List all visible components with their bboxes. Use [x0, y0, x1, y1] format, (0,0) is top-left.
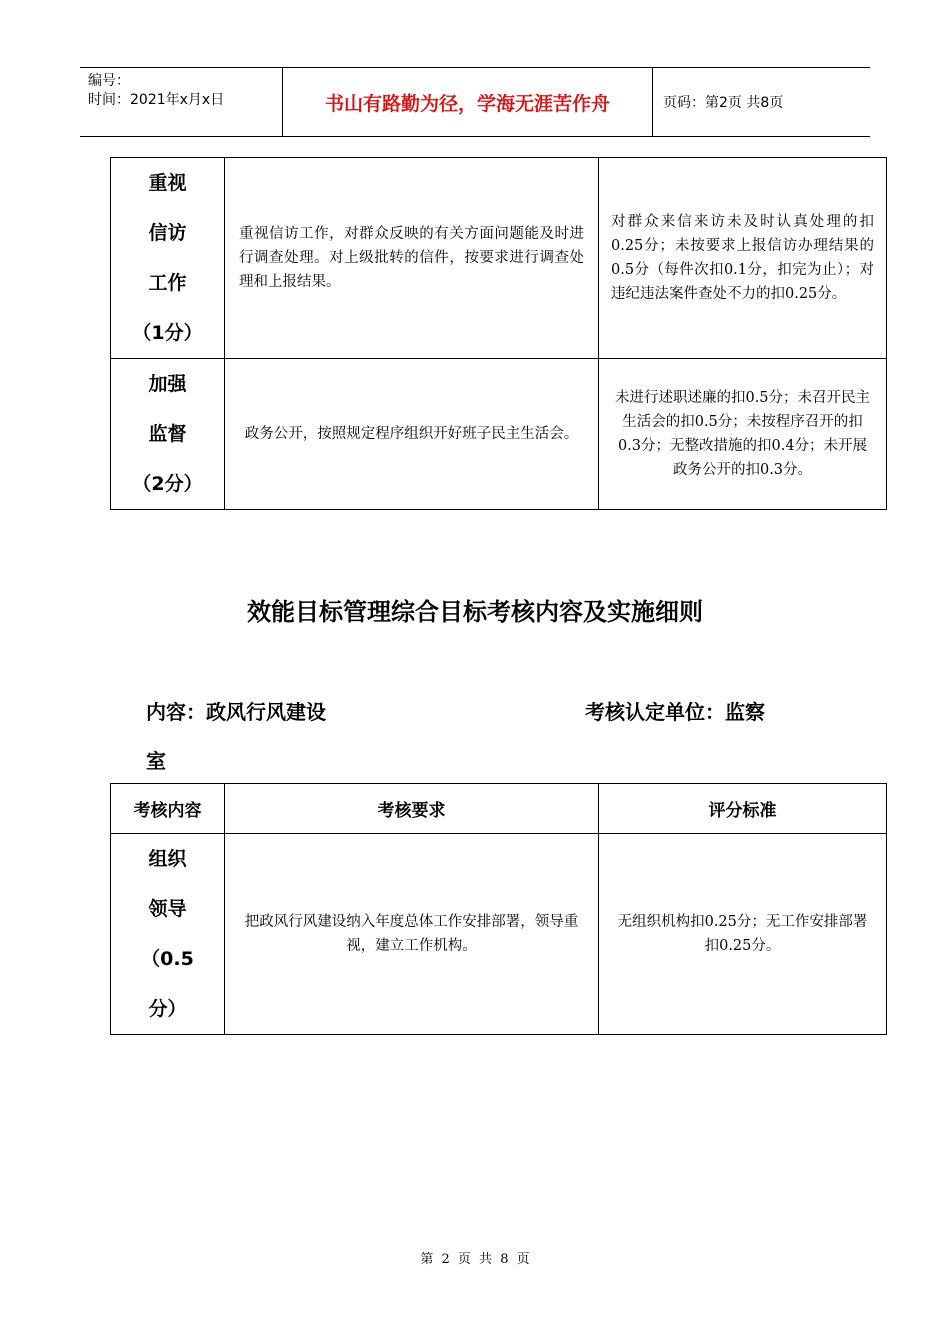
page-footer: 第 2 页 共 8 页: [420, 1252, 530, 1267]
assessment-table: [110, 783, 887, 1035]
table-row: [111, 834, 887, 1035]
item-cell: 组织 领导 （0.5 分）: [111, 834, 225, 1035]
table-header-row: [111, 784, 887, 834]
table-row: [111, 359, 887, 510]
header-page-number: 页码：第2页 共8页: [663, 95, 784, 111]
requirement-cell: 把政风行风建设纳入年度总体工作安排部署，领导重视，建立工作机构。: [225, 834, 599, 1035]
page-header: [80, 67, 870, 137]
column-header: 评分标准: [599, 784, 887, 834]
assessment-table-continued: [110, 157, 887, 510]
header-date: 时间：2021年x月x日: [88, 92, 225, 108]
requirement-cell: 重视信访工作，对群众反映的有关方面问题能及时进行调查处理。对上级批转的信件，按要求进行调查处理和上报结果。: [225, 158, 599, 359]
header-number: 编号：: [88, 73, 130, 89]
header-info: [80, 68, 282, 136]
standard-cell: 无组织机构扣0.25分；无工作安排部署扣0.25分。: [599, 834, 887, 1035]
content-label: 内容：政风行风建设: [146, 700, 326, 724]
requirement-cell: 政务公开，按照规定程序组织开好班子民主生活会。: [225, 359, 599, 510]
header-motto: 书山有路勤为径，学海无涯苦作舟: [282, 68, 653, 136]
unit-label-tail: 室: [146, 749, 166, 773]
item-cell: 重视 信访 工作 （1分）: [111, 158, 225, 359]
table-row: [111, 158, 887, 359]
section-title: 效能目标管理综合目标考核内容及实施细则: [247, 598, 703, 626]
item-cell: 加强 监督 （2分）: [111, 359, 225, 510]
standard-cell: 未进行述职述廉的扣0.5分；未召开民主生活会的扣0.5分；未按程序召开的扣0.3分；无整改措施的扣0.4分；未开展政务公开的扣0.3分。: [599, 359, 887, 510]
column-header: 考核内容: [111, 784, 225, 834]
column-header: 考核要求: [225, 784, 599, 834]
standard-cell: 对群众来信来访未及时认真处理的扣0.25分；未按要求上报信访办理结果的0.5分（每件次扣0.1分，扣完为止）；对违纪违法案件查处不力的扣0.25分。: [599, 158, 887, 359]
unit-label: 考核认定单位：监察: [585, 700, 765, 724]
